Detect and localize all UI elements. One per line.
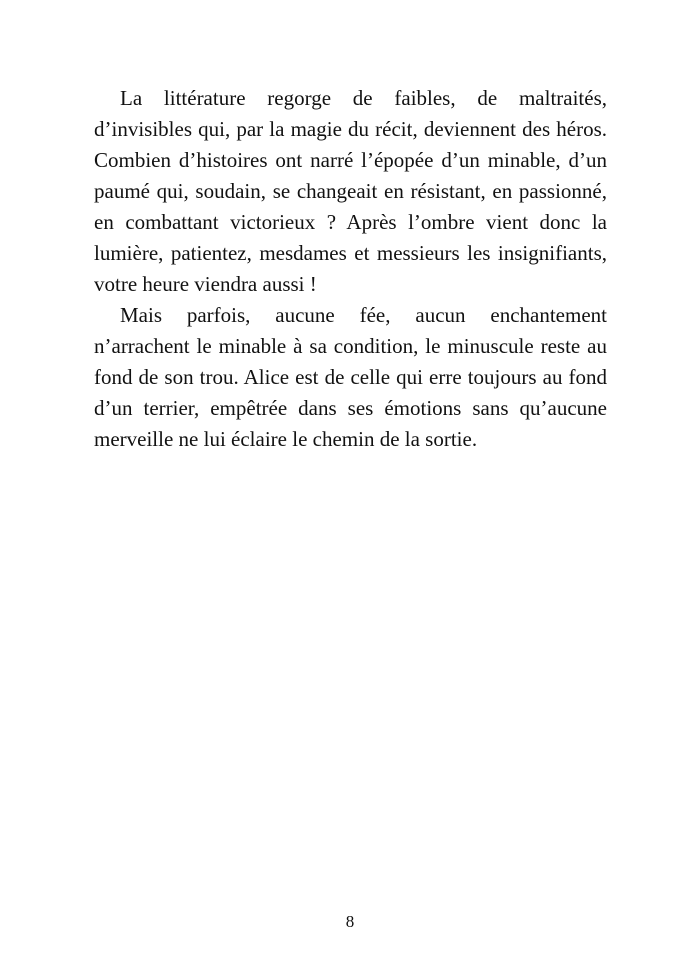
text-line: d’un terrier, empêtrée dans ses émotions sans qu’aucune xyxy=(94,396,607,420)
text-line: paumé qui, soudain, se changeait en résistant, en passionné, xyxy=(94,179,607,203)
page-body xyxy=(94,83,607,455)
paragraph-1 xyxy=(94,83,607,300)
page-number: 8 xyxy=(345,912,355,931)
text-line: La littérature regorge de faibles, de maltraités, xyxy=(120,86,607,110)
paragraph-2 xyxy=(94,300,607,455)
text-line: en combattant victorieux ? Après l’ombre vient donc la xyxy=(94,210,607,234)
text-line: merveille ne lui éclaire le chemin de la sortie. xyxy=(94,427,478,451)
text-line: Combien d’histoires ont narré l’épopée d’un minable, d’un xyxy=(94,148,607,172)
text-line: d’invisibles qui, par la magie du récit, deviennent des héros. xyxy=(94,117,607,141)
text-line: lumière, patientez, mesdames et messieurs les insignifiants, xyxy=(94,241,607,265)
text-line: votre heure viendra aussi ! xyxy=(94,272,317,296)
text-line: fond de son trou. Alice est de celle qui erre toujours au fond xyxy=(94,365,607,389)
text-line: Mais parfois, aucune fée, aucun enchantement xyxy=(120,303,607,327)
text-line: n’arrachent le minable à sa condition, le minuscule reste au xyxy=(94,334,607,358)
